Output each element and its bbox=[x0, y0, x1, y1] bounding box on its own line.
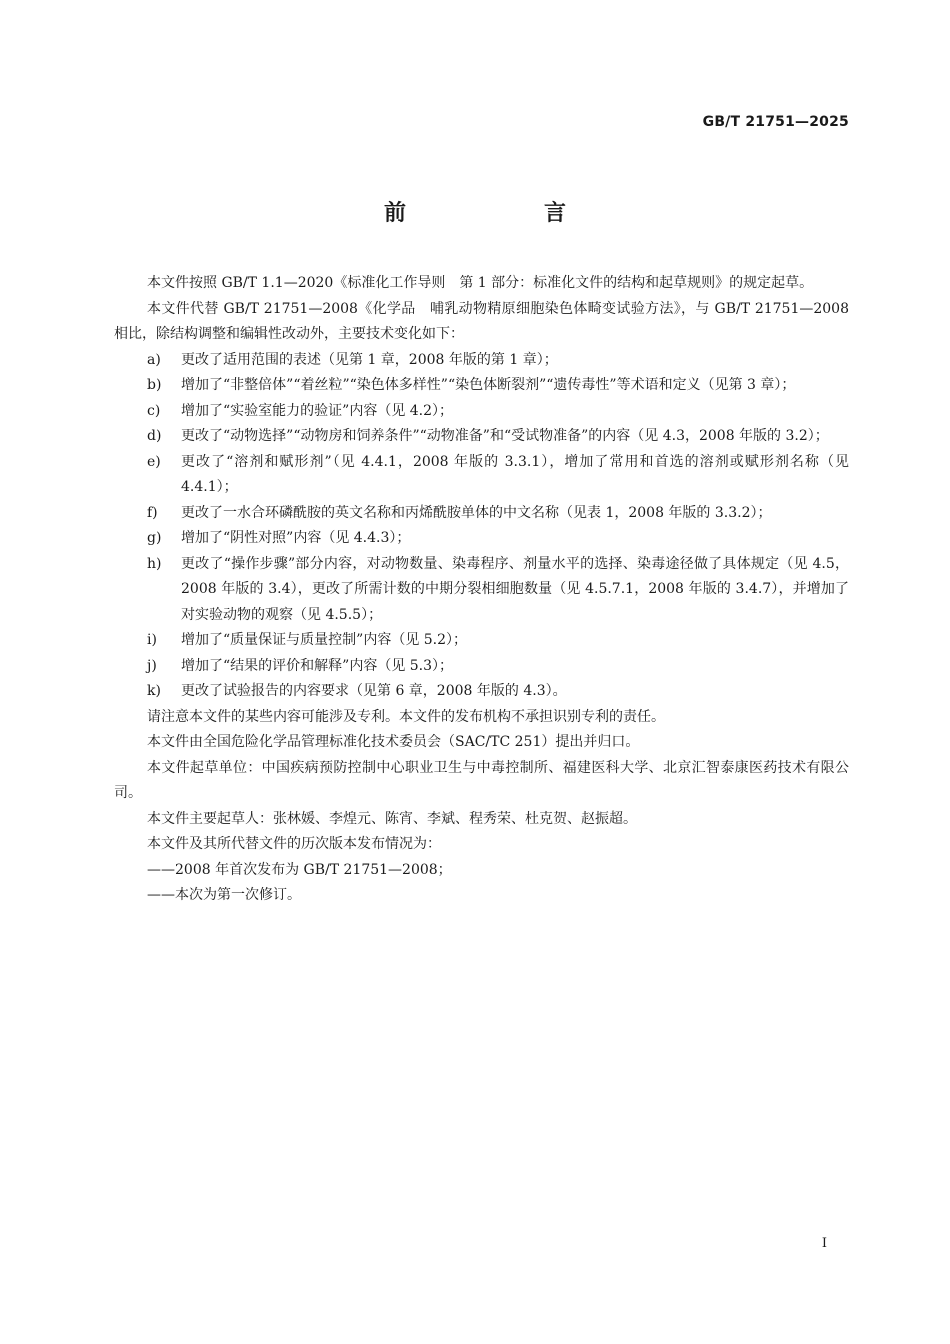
list-marker: d) bbox=[147, 428, 162, 444]
list-marker: a) bbox=[147, 351, 161, 368]
list-marker: b) bbox=[147, 377, 162, 393]
list-item bbox=[114, 526, 849, 552]
paragraph: 本文件起草单位：中国疾病预防控制中心职业卫生与中毒控制所、福建医科大学、北京汇智泰康医药技术有限公司。 bbox=[114, 759, 849, 801]
list-item bbox=[114, 348, 849, 374]
standard-number: GB/T 21751—2025 bbox=[702, 114, 849, 130]
list-text: 增加了“结果的评价和解释”内容（见 5.3）； bbox=[181, 657, 454, 674]
page-number: I bbox=[821, 1236, 827, 1251]
history-item: ——本次为第一次修订。 bbox=[147, 887, 301, 903]
list-text: 增加了“阴性对照”内容（见 4.4.3）； bbox=[181, 530, 411, 546]
list-text: 增加了“实验室能力的验证”内容（见 4.2）； bbox=[181, 402, 454, 419]
list-item bbox=[114, 679, 849, 705]
list-text: 增加了“质量保证与质量控制”内容（见 5.2）； bbox=[181, 632, 468, 648]
list-item bbox=[114, 424, 849, 450]
paragraph: 本文件及其所代替文件的历次版本发布情况为： bbox=[147, 836, 441, 852]
list-text: 更改了“动物选择”“动物房和饲养条件”“动物准备”和“受试物准备”的内容（见 4.3，2008 年版的 3.2）； bbox=[181, 428, 829, 444]
list-marker: h) bbox=[147, 555, 162, 572]
paragraph: 本文件代替 GB/T 21751—2008《化学品 哺乳动物精原细胞染色体畸变试验方法》，与 GB/T 21751—2008 相比，除结构调整和编辑性改动外，主要技术变化如下： bbox=[114, 300, 849, 342]
list-item bbox=[114, 552, 849, 629]
list-text: 更改了“操作步骤”部分内容，对动物数量、染毒程序、剂量水平的选择、染毒途径做了具体规定（见 4.5，2008 年版的 3.4），更改了所需计数的中期分裂相细胞数量（见 4.5.7.1，2008 年版的 3.4.7），并增加了对实验动物的观察（见 4.5.5）； bbox=[181, 555, 849, 623]
list-item bbox=[114, 450, 849, 501]
list-text: 更改了适用范围的表述（见第 1 章，2008 年版的第 1 章）； bbox=[181, 351, 558, 368]
list-marker: j) bbox=[147, 657, 157, 674]
list-text: 更改了一水合环磷酰胺的英文名称和丙烯酰胺单体的中文名称（见表 1，2008 年版的 3.3.2）； bbox=[181, 504, 772, 521]
list-item bbox=[114, 501, 849, 527]
list-item bbox=[114, 628, 849, 654]
list-marker: i) bbox=[147, 632, 157, 648]
paragraph: 本文件按照 GB/T 1.1—2020《标准化工作导则 第 1 部分：标准化文件的结构和起草规则》的规定起草。 bbox=[147, 275, 814, 291]
history-item: ——2008 年首次发布为 GB/T 21751—2008； bbox=[147, 861, 452, 878]
page-title: 前 言 bbox=[383, 201, 624, 226]
list-text: 增加了“非整倍体”“着丝粒”“染色体多样性”“染色体断裂剂”“遗传毒性”等术语和定义（见第 3 章）； bbox=[181, 377, 796, 393]
list-text: 更改了试验报告的内容要求（见第 6 章，2008 年版的 4.3）。 bbox=[181, 683, 567, 699]
paragraph: 请注意本文件的某些内容可能涉及专利。本文件的发布机构不承担识别专利的责任。 bbox=[147, 708, 665, 725]
list-text: 更改了“溶剂和赋形剂”（见 4.4.1，2008 年版的 3.3.1），增加了常用和首选的溶剂或赋形剂名称（见 4.4.1）； bbox=[181, 453, 849, 495]
list-item bbox=[114, 373, 849, 399]
list-marker: g) bbox=[147, 530, 162, 546]
list-marker: k) bbox=[147, 683, 161, 699]
paragraph: 本文件由全国危险化学品管理标准化技术委员会（SAC/TC 251）提出并归口。 bbox=[147, 734, 640, 750]
list-marker: e) bbox=[147, 453, 161, 470]
list-item bbox=[114, 399, 849, 425]
list-marker: f) bbox=[147, 504, 158, 521]
document-body bbox=[114, 271, 849, 909]
paragraph: 本文件主要起草人：张林媛、李煌元、陈宵、李斌、程秀荣、杜克贺、赵振超。 bbox=[147, 810, 637, 827]
list-marker: c) bbox=[147, 402, 161, 419]
list-item bbox=[114, 654, 849, 680]
